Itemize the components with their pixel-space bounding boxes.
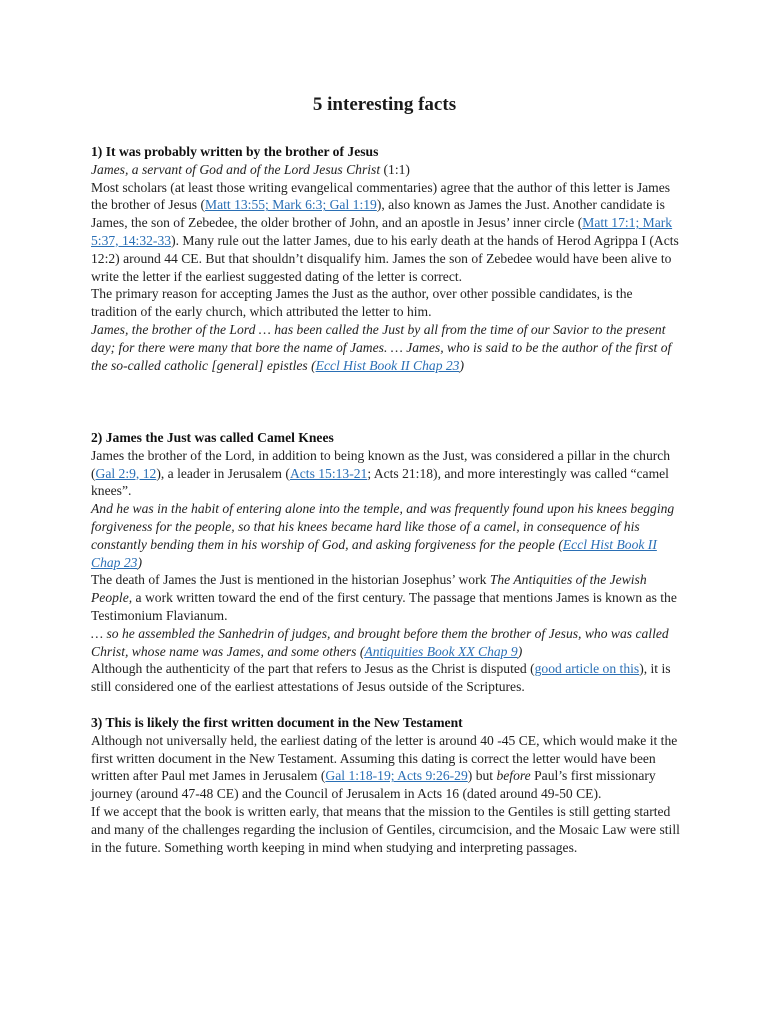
link-acts-15-13[interactable]: Acts 15:13-21 — [289, 465, 368, 481]
section-3 — [91, 714, 680, 856]
link-matt-13-55[interactable]: Matt 13:55; Mark 6:3; Gal 1:19 — [205, 197, 377, 213]
section-3-paragraph-2: If we accept that the book is written early, that means that the mission to the Gentiles is still getting started and many of the challenges regarding the inclusion of Gentiles, circumcision, and the Mosaic Law were still in the future. Something worth keeping in mind when studying and interpreting passages. — [91, 803, 680, 855]
section-1-paragraph-1: Most scholars (at least those writing evangelical commentaries) agree that the author of this letter is James the brother of Jesus (Matt 13:55; Mark 6:3; Gal 1:19), also known as James the Just. Another candidate is James, the son of Zebedee, the older brother of John, and an apostle in Jesus’ inner circle (Matt 17:1; Mark 5:37, 14:32-33). Many rule out the latter James, due to his early death at the hands of Herod Agrippa I (Acts 12:2) around 44 CE. But that shouldn’t disqualify him. James the son of Zebedee would have been alive to write the letter if the earliest suggested dating of the letter is correct. — [91, 179, 679, 284]
section-2-quote-2: … so he assembled the Sanhedrin of judges, and brought before them the brother of Jesus, who was called Christ, whose name was James, and some others (Antiquities Book XX Chap 9) — [91, 625, 669, 659]
section-1-heading: 1) It was probably written by the brother of Jesus — [91, 144, 379, 159]
section-2 — [91, 429, 680, 696]
link-gal-2-9[interactable]: Gal 2:9, 12 — [95, 465, 157, 481]
section-2-heading: 2) James the Just was called Camel Knees — [91, 430, 334, 445]
section-1-quote-2: James, the brother of the Lord … has been called the Just by all from the time of our Savior to the present day; for there were many that bore the name of James. … James, who is said to be the author of the first of the so-called catholic [general] epistles (Eccl Hist Book II Chap 23) — [91, 321, 672, 373]
section-3-paragraph-1: Although not universally held, the earliest dating of the letter is around 40 -45 CE, which would make it the first written document in the New Testament. Assuming this dating is correct the letter would have been written after Paul met James in Jerusalem (Gal 1:18-19; Acts 9:26-29) but before Paul’s first missionary journey (around 47-48 CE) and the Council of Jerusalem in Acts 16 (dated around 49-50 CE). — [91, 732, 678, 802]
link-eccl-hist-2[interactable]: Eccl Hist Book II Chap 23 — [91, 536, 657, 570]
section-3-heading: 3) This is likely the first written document in the New Testament — [91, 715, 463, 730]
link-gal-1-18[interactable]: Gal 1:18-19; Acts 9:26-29 — [325, 768, 468, 784]
section-2-paragraph-2: The death of James the Just is mentioned in the historian Josephus’ work The Antiquities of the Jewish People, a work written toward the end of the first century. The passage that mentions James is known as the Testimonium Flavianum. — [91, 572, 677, 623]
section-1 — [91, 143, 680, 374]
link-eccl-hist-1[interactable]: Eccl Hist Book II Chap 23 — [315, 357, 460, 373]
section-1-quote: James, a servant of God and of the Lord Jesus Christ (1:1) — [91, 161, 410, 177]
section-2-quote-1: And he was in the habit of entering alone into the temple, and was frequently found upon his knees begging forgiveness for the people, so that his knees became hard like those of a camel, in consequence of his constantly bending them in his worship of God, and asking forgiveness for the people (Eccl Hist Book II Chap 23) — [91, 501, 675, 570]
section-2-paragraph-1: James the brother of the Lord, in addition to being known as the Just, was considered a pillar in the church (Gal 2:9, 12), a leader in Jerusalem (Acts 15:13-21; Acts 21:18), and more interestingly was called “camel knees”. — [91, 447, 671, 499]
page-title: 5 interesting facts — [312, 94, 457, 115]
link-matt-17-1[interactable]: Matt 17:1; Mark 5:37, 14:32-33 — [91, 215, 673, 248]
section-1-paragraph-2: The primary reason for accepting James the Just as the author, over other possible candidates, is the tradition of the early church, which attributed the letter to him. — [91, 286, 633, 320]
link-good-article[interactable]: good article on this — [534, 661, 640, 677]
section-2-paragraph-3: Although the authenticity of the part that refers to Jesus as the Christ is disputed (good article on this), it is still considered one of the earliest attestations of Jesus outside of the Scriptures. — [91, 661, 671, 695]
link-antiquities[interactable]: Antiquities Book XX Chap 9 — [364, 643, 518, 659]
